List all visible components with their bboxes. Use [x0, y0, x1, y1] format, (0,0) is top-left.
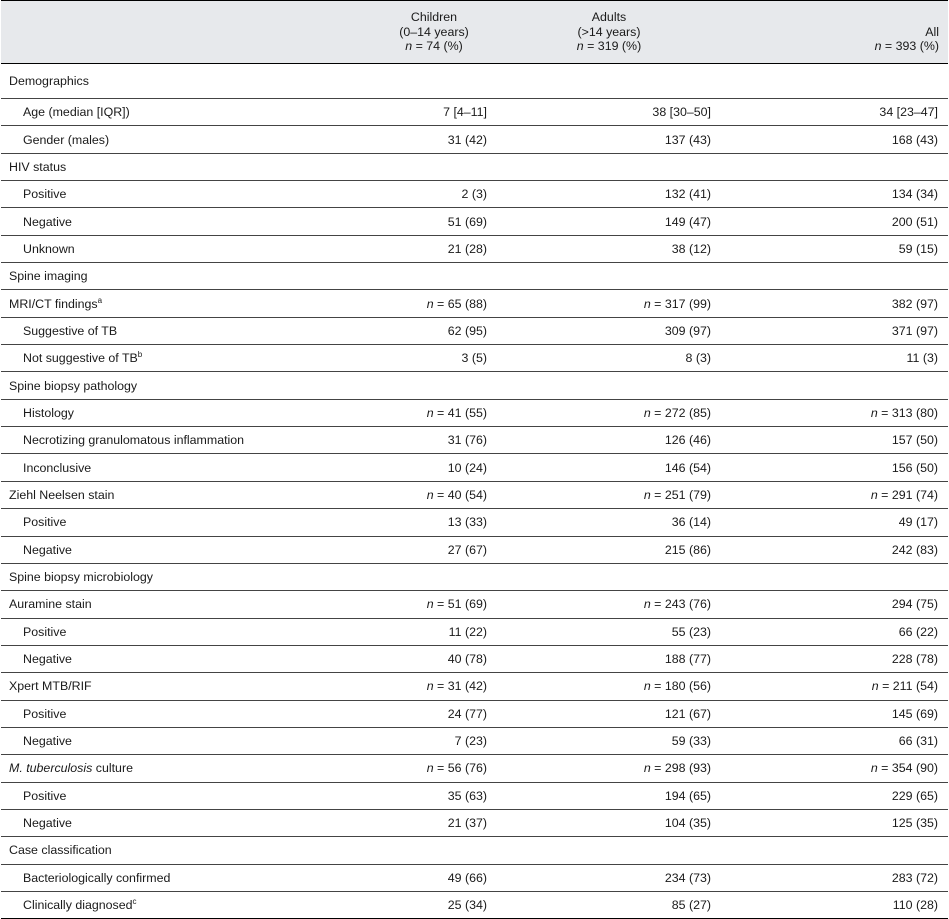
empty-cell: [721, 563, 948, 590]
children-value: 31 (42): [371, 126, 497, 153]
table-row: [1, 673, 948, 700]
empty-cell: [721, 64, 948, 99]
table-row: [1, 618, 948, 645]
adults-value: 55 (23): [497, 618, 721, 645]
row-label: Age (median [IQR]): [1, 99, 371, 126]
adults-value: 309 (97): [497, 317, 721, 344]
all-value: 134 (34): [721, 181, 948, 208]
children-value: 25 (34): [371, 891, 497, 918]
adults-value: 38 [30–50]: [497, 99, 721, 126]
all-value: 66 (31): [721, 727, 948, 754]
empty-cell: [371, 64, 497, 99]
row-label: Clinically diagnosed$^c$: [1, 891, 371, 918]
row-label: M. tuberculosis culture: [1, 755, 371, 782]
empty-cell: [721, 153, 948, 180]
all-value: 145 (69): [721, 700, 948, 727]
row-label: Negative: [1, 208, 371, 235]
all-value: 66 (22): [721, 618, 948, 645]
table-row: [1, 755, 948, 782]
table-row: [1, 809, 948, 836]
empty-cell: [497, 263, 721, 290]
row-label: Positive: [1, 782, 371, 809]
all-value: 110 (28): [721, 891, 948, 918]
adults-value: 234 (73): [497, 864, 721, 891]
all-value: 200 (51): [721, 208, 948, 235]
table-row: [1, 700, 948, 727]
empty-cell: [497, 837, 721, 864]
row-label: Gender (males): [1, 126, 371, 153]
adults-value: n = 298 (93): [497, 755, 721, 782]
empty-cell: [721, 837, 948, 864]
all-value: 34 [23–47]: [721, 99, 948, 126]
children-value: 3 (5): [371, 345, 497, 372]
children-value: 40 (78): [371, 645, 497, 672]
header-children-range: (0–14 years): [399, 24, 469, 39]
row-label: Positive: [1, 618, 371, 645]
adults-value: 132 (41): [497, 181, 721, 208]
adults-value: 146 (54): [497, 454, 721, 481]
adults-value: 149 (47): [497, 208, 721, 235]
all-value: 49 (17): [721, 509, 948, 536]
row-label: Ziehl Neelsen stain: [1, 481, 371, 508]
table-row: [1, 208, 948, 235]
all-value: 283 (72): [721, 864, 948, 891]
row-label: Bacteriologically confirmed: [1, 864, 371, 891]
adults-value: n = 180 (56): [497, 673, 721, 700]
children-value: 27 (67): [371, 536, 497, 563]
empty-cell: [497, 563, 721, 590]
empty-cell: [497, 372, 721, 399]
children-value: 24 (77): [371, 700, 497, 727]
header-adults-n: n = 319 (%): [576, 39, 642, 54]
table-row: [1, 181, 948, 208]
table-row: [1, 509, 948, 536]
row-label: Negative: [1, 727, 371, 754]
adults-value: n = 317 (99): [497, 290, 721, 317]
section-label: Spine biopsy pathology: [1, 372, 371, 399]
empty-cell: [371, 372, 497, 399]
row-label: Not suggestive of $TB^b$: [1, 345, 371, 372]
footnote-marker: b: [137, 350, 143, 360]
section-row: [1, 372, 948, 399]
adults-value: n = 243 (76): [497, 591, 721, 618]
header-all: [721, 1, 948, 64]
data-table: [1, 0, 948, 919]
children-value: 21 (28): [371, 235, 497, 262]
row-label: Necrotizing granulomatous inflammation: [1, 427, 371, 454]
header-empty: [1, 1, 371, 64]
section-label: Case classification: [1, 837, 371, 864]
adults-value: 126 (46): [497, 427, 721, 454]
header-children-title: Children: [410, 10, 458, 25]
all-value: 59 (15): [721, 235, 948, 262]
row-label: Inconclusive: [1, 454, 371, 481]
table-row: [1, 891, 948, 918]
row-label: Suggestive of TB: [1, 317, 371, 344]
header-children: [371, 1, 497, 64]
section-row: [1, 837, 948, 864]
section-label: Spine biopsy microbiology: [1, 563, 371, 590]
table-row: [1, 536, 948, 563]
footnote-marker: c: [132, 897, 137, 907]
section-row: [1, 563, 948, 590]
children-value: n = 41 (55): [371, 399, 497, 426]
table-row: [1, 454, 948, 481]
table-row: [1, 290, 948, 317]
section-row: [1, 263, 948, 290]
all-value: 228 (78): [721, 645, 948, 672]
table-row: [1, 399, 948, 426]
adults-value: 137 (43): [497, 126, 721, 153]
row-label: Negative: [1, 536, 371, 563]
header-all-title: All: [925, 24, 939, 39]
children-value: n = 40 (54): [371, 481, 497, 508]
adults-value: 59 (33): [497, 727, 721, 754]
empty-cell: [721, 372, 948, 399]
empty-cell: [371, 837, 497, 864]
all-value: n = 313 (80): [721, 399, 948, 426]
adults-value: 38 (12): [497, 235, 721, 262]
all-value: 294 (75): [721, 591, 948, 618]
adults-value: 104 (35): [497, 809, 721, 836]
table-row: [1, 864, 948, 891]
section-label: HIV status: [1, 153, 371, 180]
row-label: Positive: [1, 509, 371, 536]
empty-cell: [371, 153, 497, 180]
header-adults-title: Adults: [591, 10, 627, 25]
adults-value: 85 (27): [497, 891, 721, 918]
table-row: [1, 99, 948, 126]
all-value: 168 (43): [721, 126, 948, 153]
empty-cell: [497, 153, 721, 180]
children-value: n = 51 (69): [371, 591, 497, 618]
header-all-n: n = 393 (%): [874, 39, 939, 54]
children-value: 49 (66): [371, 864, 497, 891]
adults-value: 121 (67): [497, 700, 721, 727]
children-value: 51 (69): [371, 208, 497, 235]
table-row: [1, 345, 948, 372]
children-value: 10 (24): [371, 454, 497, 481]
section-row: [1, 153, 948, 180]
header-adults: [497, 1, 721, 64]
all-value: 242 (83): [721, 536, 948, 563]
table-row: [1, 317, 948, 344]
adults-value: 215 (86): [497, 536, 721, 563]
adults-value: 188 (77): [497, 645, 721, 672]
row-label: Negative: [1, 809, 371, 836]
row-label: Xpert MTB/RIF: [1, 673, 371, 700]
header-children-n: n = 74 (%): [405, 39, 463, 54]
adults-value: 36 (14): [497, 509, 721, 536]
all-value: n = 211 (54): [721, 673, 948, 700]
children-value: 21 (37): [371, 809, 497, 836]
table-row: [1, 481, 948, 508]
footnote-marker: a: [97, 295, 103, 305]
empty-cell: [371, 563, 497, 590]
section-label: Spine imaging: [1, 263, 371, 290]
all-value: 157 (50): [721, 427, 948, 454]
children-value: n = 65 (88): [371, 290, 497, 317]
children-value: 7 [4–11]: [371, 99, 497, 126]
empty-cell: [371, 263, 497, 290]
children-value: 31 (76): [371, 427, 497, 454]
children-value: n = 31 (42): [371, 673, 497, 700]
row-label: Unknown: [1, 235, 371, 262]
empty-cell: [721, 263, 948, 290]
section-row: [1, 64, 948, 99]
row-label: Positive: [1, 181, 371, 208]
header-row: [1, 1, 948, 64]
table-row: [1, 645, 948, 672]
all-value: 382 (97): [721, 290, 948, 317]
table-row: [1, 126, 948, 153]
children-value: 62 (95): [371, 317, 497, 344]
row-label: Histology: [1, 399, 371, 426]
all-value: n = 354 (90): [721, 755, 948, 782]
children-value: n = 56 (76): [371, 755, 497, 782]
row-label: Negative: [1, 645, 371, 672]
adults-value: n = 272 (85): [497, 399, 721, 426]
adults-value: 8 (3): [497, 345, 721, 372]
table-row: [1, 727, 948, 754]
children-value: 13 (33): [371, 509, 497, 536]
table-row: [1, 782, 948, 809]
children-value: 11 (22): [371, 618, 497, 645]
all-value: 229 (65): [721, 782, 948, 809]
all-value: 11 (3): [721, 345, 948, 372]
adults-value: n = 251 (79): [497, 481, 721, 508]
row-label: Positive: [1, 700, 371, 727]
all-value: 156 (50): [721, 454, 948, 481]
adults-value: 194 (65): [497, 782, 721, 809]
section-label: Demographics: [1, 64, 371, 99]
empty-cell: [497, 64, 721, 99]
row-label: Auramine stain: [1, 591, 371, 618]
children-value: 2 (3): [371, 181, 497, 208]
table-row: [1, 235, 948, 262]
all-value: 125 (35): [721, 809, 948, 836]
row-label: MRI/CT findings$^a$: [1, 290, 371, 317]
all-value: n = 291 (74): [721, 481, 948, 508]
table-row: [1, 591, 948, 618]
all-value: 371 (97): [721, 317, 948, 344]
header-adults-range: (>14 years): [577, 24, 641, 39]
table-row: [1, 427, 948, 454]
children-value: 35 (63): [371, 782, 497, 809]
children-value: 7 (23): [371, 727, 497, 754]
